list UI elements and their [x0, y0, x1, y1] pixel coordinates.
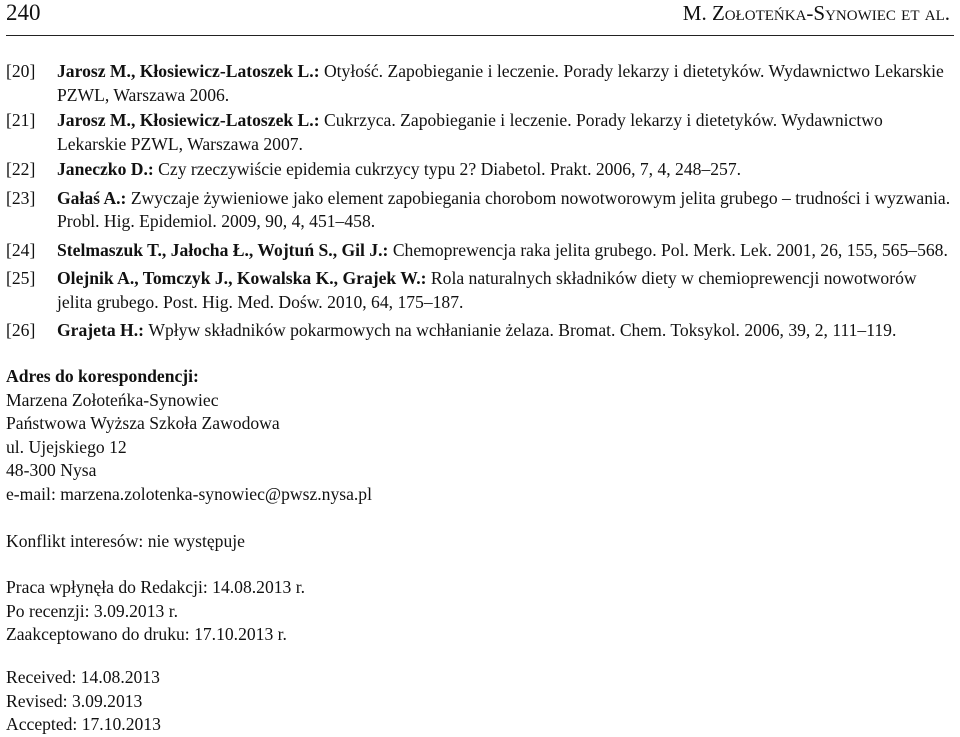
reference-item	[6, 239, 954, 263]
page-header	[6, 0, 954, 34]
reference-authors: Jarosz M., Kłosiewicz-Latoszek L.:	[57, 61, 324, 81]
reference-text: Czy rzeczywiście epidemia cukrzycy typu 2? Diabetol. Prakt. 2006, 7, 4, 248–257.	[158, 159, 742, 179]
reference-item	[6, 319, 954, 343]
running-head: M. Zołoteńka-Synowiec et al.	[682, 1, 950, 25]
reference-item	[6, 60, 954, 107]
reference-item	[6, 267, 954, 314]
correspondence-city: 48-300 Nysa	[6, 460, 97, 480]
date-received-pl: Praca wpłynęła do Redakcji: 14.08.2013 r.	[6, 577, 306, 597]
reference-text: Cukrzyca. Zapobieganie i leczenie. Porady lekarzy i dietetyków. Wydawnictwo Lekarskie PZWL, Warszawa 2007.	[57, 110, 883, 154]
reference-authors: Stelmaszuk T., Jałocha Ł., Wojtuń S., Gil J.:	[57, 239, 393, 260]
reference-authors: Olejnik A., Tomczyk J., Kowalska K., Grajek W.:	[57, 268, 431, 288]
page-number: 240	[6, 0, 41, 25]
reference-number: [24]	[6, 239, 36, 260]
date-accepted-en: Accepted: 17.10.2013	[6, 714, 161, 734]
correspondence-name: Marzena Zołoteńka-Synowiec	[6, 389, 219, 410]
reference-item	[6, 187, 954, 234]
reference-number: [22]	[6, 159, 36, 179]
correspondence-street: ul. Ujejskiego 12	[6, 436, 127, 457]
reference-number: [21]	[6, 110, 36, 130]
correspondence-heading: Adres do korespondencji:	[6, 366, 199, 386]
correspondence-institution: Państwowa Wyższa Szkoła Zawodowa	[6, 413, 280, 433]
reference-item	[6, 158, 954, 182]
reference-authors: Gałaś A.:	[57, 187, 131, 208]
dates-polish	[6, 576, 305, 647]
reference-text: Otyłość. Zapobieganie i leczenie. Porady lekarzy i dietetyków. Wydawnictwo Lekarskie PZWL, Warszawa 2006.	[57, 61, 944, 105]
reference-list	[6, 60, 954, 348]
reference-text: Zwyczaje żywieniowe jako element zapobiegania chorobom nowotworowym jelita grubego – trudności i wyzwania. Probl. Hig. Epidemiol. 2009, 90, 4, 451–458.	[57, 187, 951, 231]
reference-authors: Jarosz M., Kłosiewicz-Latoszek L.:	[57, 110, 324, 130]
correspondence-block	[6, 365, 372, 506]
reference-text: Wpływ składników pokarmowych na wchłanianie żelaza. Bromat. Chem. Toksykol. 2006, 39, 2, 111–119.	[148, 320, 897, 340]
header-rule	[6, 35, 954, 36]
reference-number: [23]	[6, 187, 36, 208]
reference-item	[6, 109, 954, 156]
reference-authors: Grajeta H.:	[57, 320, 149, 340]
date-accepted-pl: Zaakceptowano do druku: 17.10.2013 r.	[6, 624, 287, 644]
date-revised-en: Revised: 3.09.2013	[6, 690, 143, 711]
reference-number: [20]	[6, 61, 36, 81]
date-revised-pl: Po recenzji: 3.09.2013 r.	[6, 600, 178, 621]
dates-english	[6, 666, 161, 737]
reference-authors: Janeczko D.:	[57, 159, 159, 179]
correspondence-email: e-mail: marzena.zolotenka-synowiec@pwsz.nysa.pl	[6, 483, 372, 504]
conflict-statement: Konflikt interesów: nie występuje	[6, 531, 245, 551]
reference-text: Rola naturalnych składników diety w chemioprewencji nowotworów jelita grubego. Post. Hig. Med. Dośw. 2010, 64, 175–187.	[57, 268, 917, 312]
reference-number: [25]	[6, 268, 36, 288]
reference-number: [26]	[6, 320, 36, 340]
reference-text: Chemoprewencja raka jelita grubego. Pol. Merk. Lek. 2001, 26, 155, 565–568.	[392, 239, 948, 260]
date-received-en: Received: 14.08.2013	[6, 667, 160, 687]
